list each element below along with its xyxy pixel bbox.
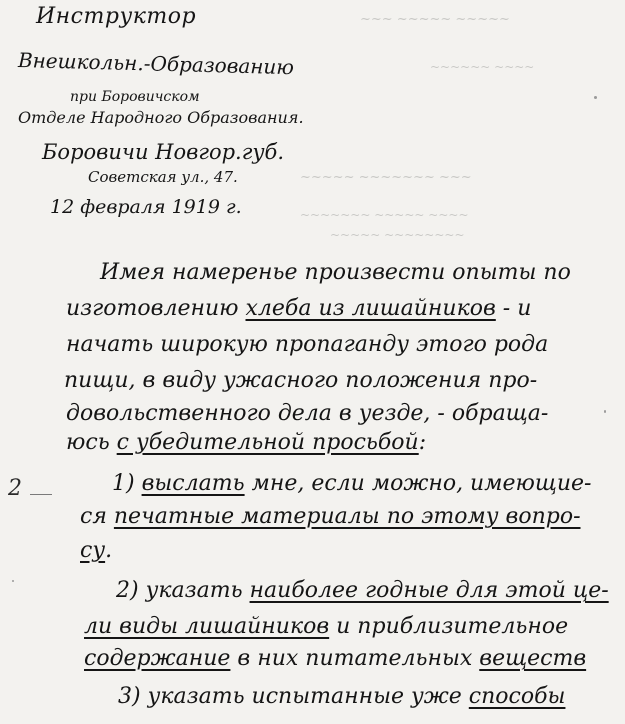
body-text: изготовлению	[66, 296, 246, 321]
letterhead-line-street: Советская ул., 47.	[88, 168, 238, 186]
body-line	[80, 540, 112, 562]
bleed-through-text: ~~~~~~~ ~~~~~ ~~~~	[300, 208, 469, 222]
underlined-text: выслать	[141, 471, 245, 496]
ink-speck	[594, 96, 597, 99]
bleed-through-text: ~~~ ~~~~~ ~~~~~	[360, 12, 510, 27]
letterhead-line-office: Отделе Народного Образования.	[18, 108, 304, 127]
body-text: :	[418, 430, 427, 455]
margin-note: 2	[8, 476, 22, 501]
body-line	[80, 506, 581, 528]
body-text: и приблизительное	[329, 614, 569, 639]
body-text: в них питательных	[230, 646, 480, 671]
body-line	[84, 616, 568, 638]
body-text: 3) указать испытанные уже	[118, 684, 469, 709]
body-text: 2) указать	[116, 578, 250, 603]
body-line	[112, 473, 592, 495]
body-text: юсь	[66, 430, 117, 455]
body-text: ся	[80, 504, 114, 529]
letter-date: 12 февраля 1919 г.	[50, 196, 242, 218]
ink-speck	[12, 580, 14, 582]
body-line	[66, 432, 426, 454]
margin-dash	[30, 494, 52, 495]
bleed-through-text: ~~~~~ ~~~~~~~ ~~~	[300, 170, 472, 185]
body-line	[118, 686, 565, 708]
body-text: мне, если можно, имеющие-	[244, 471, 592, 496]
letterhead-line-department: Внешкольн.-Образованию	[17, 48, 295, 80]
underlined-text: наиболее годные для этой це-	[249, 578, 609, 603]
underlined-text: су	[80, 538, 106, 563]
body-line: пищи, в виду ужасного положения про-	[64, 368, 538, 393]
letterhead-line-title: Инструктор	[36, 4, 197, 29]
letterhead-line-town: Боровичи Новгор.губ.	[42, 140, 285, 164]
body-line	[66, 298, 531, 320]
body-line: Имея намеренье произвести опыты по	[100, 260, 571, 285]
body-text: 1)	[112, 471, 142, 496]
body-text: .	[105, 538, 113, 563]
ink-speck	[604, 410, 606, 413]
bleed-through-text: ~~~~~ ~~~~~~~~	[330, 228, 465, 242]
letterhead-line-attached: при Боровичском	[70, 89, 200, 105]
body-text: - и	[495, 296, 532, 321]
body-line: начать широкую пропаганду этого рода	[66, 332, 549, 357]
underlined-text: ли виды лишайников	[84, 614, 330, 639]
underlined-text: с убедительной просьбой	[116, 430, 419, 455]
bleed-through-text: ~~~~~~ ~~~~	[430, 60, 535, 74]
underlined-text: печатные материалы по этому вопро-	[113, 504, 581, 529]
body-line	[84, 648, 586, 670]
underlined-text: способы	[468, 684, 566, 709]
body-line	[116, 580, 609, 602]
underlined-text: содержание	[84, 646, 231, 671]
underlined-text: хлеба из лишайников	[245, 296, 496, 321]
underlined-text: веществ	[479, 646, 587, 671]
body-line: довольственного дела в уезде, - обраща-	[66, 401, 549, 426]
